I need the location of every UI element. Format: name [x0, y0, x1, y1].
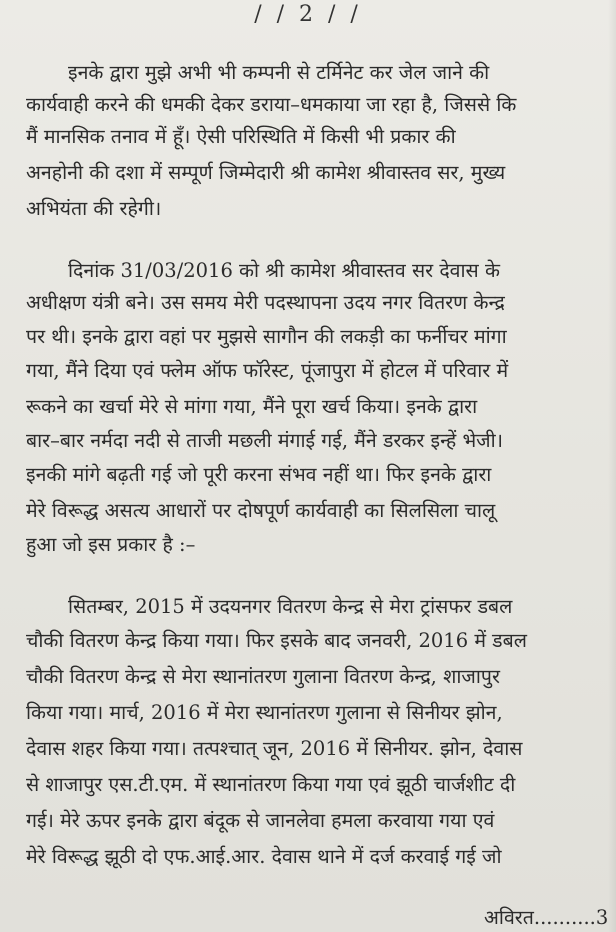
- paragraph-1-line-4: अनहोनी की दशा में सम्पूर्ण जिम्मेदारी श्री कामेश श्रीवास्तव सर, मुख्य: [26, 161, 506, 184]
- paragraph-3-line-7: गई। मेरे ऊपर इनके द्वारा बंदूक से जानलेवा हमला करवाया गया एवं: [26, 809, 495, 832]
- paragraph-2-line-3: पर थी। इनके द्वारा वहां पर मुझसे सागौन की लकड़ी का फर्नीचर मांगा: [26, 325, 507, 348]
- paragraph-3-line-2: चौकी वितरण केन्द्र किया गया। फिर इसके बाद जनवरी, 2016 में डबल: [26, 629, 527, 652]
- paragraph-1-line-2: कार्यवाही करने की धमकी देकर डराया–धमकाया जा रहा है, जिससे कि: [26, 93, 517, 116]
- paragraph-3-line-4: किया गया। मार्च, 2016 में मेरा स्थानांतरण गुलाना से सिनीयर झोन,: [26, 701, 503, 724]
- continuation-footer: अविरत..........3: [484, 906, 609, 929]
- page-edge-shadow: [608, 0, 616, 932]
- paragraph-2-line-6: बार–बार नर्मदा नदी से ताजी मछली मंगाई गई, मैंने डरकर इन्हें भेजी।: [26, 429, 504, 452]
- paragraph-3-line-5: देवास शहर किया गया। तत्पश्चात् जून, 2016 में सिनीयर. झोन, देवास: [26, 737, 523, 760]
- paragraph-3-line-6: से शाजापुर एस.टी.एम. में स्थानांतरण किया गया एवं झूठी चार्जशीट दी: [26, 773, 516, 796]
- paragraph-1-line-1: इनके द्वारा मुझे अभी भी कम्पनी से टर्मिनेट कर जेल जाने की: [68, 61, 490, 84]
- paragraph-2-line-2: अधीक्षण यंत्री बने। उस समय मेरी पदस्थापना उदय नगर वितरण केन्द्र: [26, 291, 505, 314]
- paragraph-2-line-1: दिनांक 31/03/2016 को श्री कामेश श्रीवास्तव सर देवास के: [68, 259, 500, 282]
- paragraph-2-line-8: मेरे विरूद्ध असत्य आधारों पर दोषपूर्ण कार्यवाही का सिलसिला चालू: [26, 499, 496, 522]
- paragraph-1-line-3: मैं मानसिक तनाव में हूँ। ऐसी परिस्थिति में किसी भी प्रकार की: [26, 125, 456, 148]
- paragraph-3-line-1: सितम्बर, 2015 में उदयनगर वितरण केन्द्र से मेरा ट्रांसफर डबल: [68, 595, 513, 618]
- paragraph-3-line-8: मेरे विरूद्ध झूठी दो एफ.आई.आर. देवास थाने में दर्ज करवाई गई जो: [26, 845, 502, 868]
- paragraph-2-line-4: गया, मैंने दिया एवं फ्लेम ऑफ फॉरेस्ट, पूंजापुरा में होटल में परिवार में: [26, 359, 509, 382]
- paragraph-3-line-3: चौकी वितरण केन्द्र से मेरा स्थानांतरण गुलाना वितरण केन्द्र, शाजापुर: [26, 665, 500, 688]
- page-number-header: / / 2 / /: [254, 2, 362, 27]
- paragraph-1-line-5: अभियंता की रहेगी।: [26, 197, 162, 220]
- paragraph-2-line-7: इनकी मांगे बढ़ती गई जो पूरी करना संभव नहीं था। फिर इनके द्वारा: [26, 463, 492, 486]
- paragraph-2-line-5: रूकने का खर्चा मेरे से मांगा गया, मैंने पूरा खर्च किया। इनके द्वारा: [26, 395, 478, 418]
- paragraph-2-line-9: हुआ जो इस प्रकार है :–: [26, 533, 196, 556]
